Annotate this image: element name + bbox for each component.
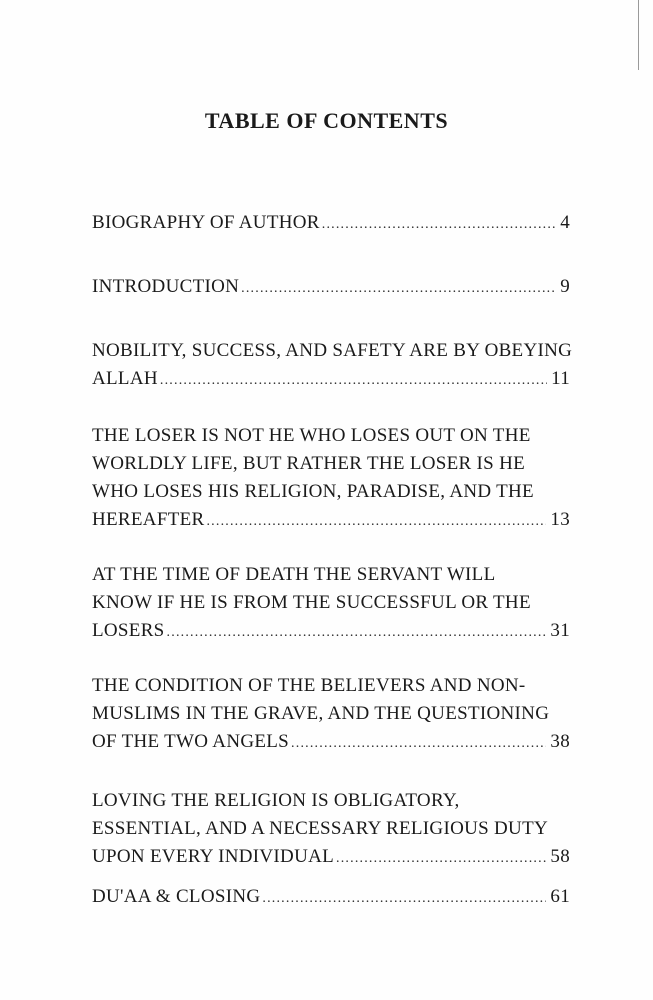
toc-page-number: 38 — [550, 731, 570, 752]
toc-entry-title: UPON EVERY INDIVIDUAL — [92, 846, 335, 867]
toc-entry-line: KNOW IF HE IS FROM THE SUCCESSFUL OR THE — [92, 592, 531, 613]
toc-entry-line — [92, 365, 570, 395]
toc-entry-line: WORLDLY LIFE, BUT RATHER THE LOSER IS HE — [92, 453, 526, 474]
toc-entry-line — [92, 209, 570, 239]
toc-entry-line: MUSLIMS IN THE GRAVE, AND THE QUESTIONING — [92, 703, 550, 724]
toc-entry-line — [92, 617, 570, 647]
toc-entry-line — [92, 728, 570, 758]
dot-leader — [206, 508, 546, 536]
toc-entry-line: LOVING THE RELIGION IS OBLIGATORY, — [92, 790, 460, 811]
toc-entry-line — [92, 843, 570, 873]
toc-entry-biography — [92, 209, 570, 239]
toc-entry-title: INTRODUCTION — [92, 276, 240, 297]
toc-page-number: 11 — [551, 368, 570, 389]
toc-entry-duaa — [92, 883, 570, 913]
toc-entry-title: HEREAFTER — [92, 509, 205, 530]
dot-leader — [241, 275, 556, 303]
dot-leader — [336, 845, 546, 873]
toc-entry-line: AT THE TIME OF DEATH THE SERVANT WILL — [92, 564, 496, 585]
page-title: TABLE OF CONTENTS — [204, 108, 449, 133]
dot-leader — [322, 211, 556, 239]
toc-entry-grave — [92, 672, 570, 758]
toc-entry-introduction — [92, 273, 570, 303]
toc-entry-death — [92, 561, 570, 647]
toc-entry-line — [92, 506, 570, 536]
toc-entry-line: THE CONDITION OF THE BELIEVERS AND NON- — [92, 675, 526, 696]
dot-leader — [262, 885, 546, 913]
toc-page-number: 58 — [550, 846, 570, 867]
toc-entry-line: NOBILITY, SUCCESS, AND SAFETY ARE BY OBEYING — [92, 340, 573, 361]
toc-entry-line — [92, 273, 570, 303]
toc-page-number: 31 — [550, 620, 570, 641]
toc-entry-title: DU'AA & CLOSING — [92, 886, 261, 907]
toc-page-number: 4 — [560, 212, 570, 233]
dot-leader — [291, 730, 546, 758]
toc-entry-title: ALLAH — [92, 368, 158, 389]
toc-page-number: 13 — [550, 509, 570, 530]
toc-entry-loving — [92, 787, 570, 873]
toc-entry-line — [92, 883, 570, 913]
dot-leader — [160, 367, 547, 395]
toc-entry-loser — [92, 422, 570, 536]
toc-page-number: 61 — [550, 886, 570, 907]
dot-leader — [167, 619, 547, 647]
toc-entry-line: THE LOSER IS NOT HE WHO LOSES OUT ON THE — [92, 425, 531, 446]
toc-entry-nobility — [92, 337, 573, 395]
page-edge-line — [638, 0, 639, 70]
toc-entry-title: LOSERS — [92, 620, 165, 641]
toc-page-number: 9 — [560, 276, 570, 297]
toc-entry-title: OF THE TWO ANGELS — [92, 731, 290, 752]
toc-entry-line: WHO LOSES HIS RELIGION, PARADISE, AND THE — [92, 481, 534, 502]
toc-entry-line: ESSENTIAL, AND A NECESSARY RELIGIOUS DUTY — [92, 818, 549, 839]
toc-entry-title: BIOGRAPHY OF AUTHOR — [92, 212, 320, 233]
